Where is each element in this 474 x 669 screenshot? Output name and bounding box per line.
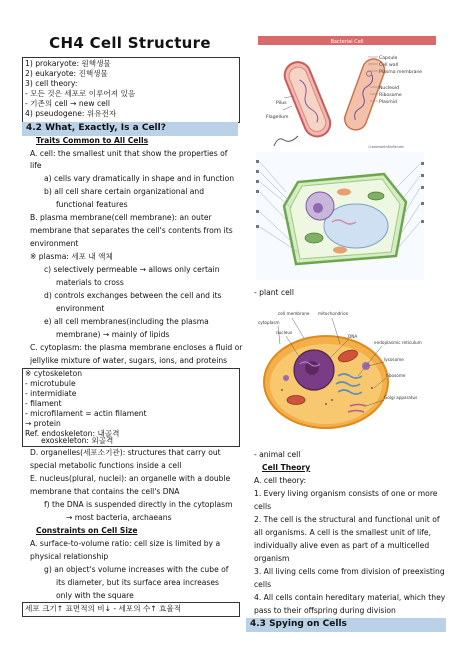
- label-cell-membrane: cell membrane: [278, 311, 310, 316]
- text-line: B. plasma membrane(cell membrane): an outer: [30, 213, 212, 222]
- text-line: its diameter, but its surface area increases: [56, 578, 219, 587]
- glossary-line: 4) pseudogene: 위유전자: [25, 109, 117, 118]
- label-flagellum: Flagellum: [266, 115, 289, 120]
- text-line: environment: [30, 239, 79, 248]
- cytoskeleton-box: [22, 368, 240, 447]
- glossary-line: - 모든 것은 세포로 이루어져 있음: [25, 89, 136, 98]
- bacterial-cell-diagram: [258, 36, 436, 154]
- text-line: environment: [56, 304, 105, 313]
- box-line: - filament: [25, 399, 62, 408]
- text-line: f) the DNA is suspended directly in the cytoplasm: [44, 500, 233, 509]
- page-title: CH4 Cell Structure: [49, 34, 211, 52]
- label-mitochondrion: mitochondrion: [318, 311, 349, 316]
- label-nucleus: nucleus: [276, 330, 293, 335]
- text-line: organism: [254, 554, 290, 563]
- box-line: Ref. endoskeleton: 내골격: [25, 429, 120, 438]
- text-line: individually alive even as part of a multicelled: [254, 541, 430, 550]
- text-line: E. nucleus(plural, nuclei): an organelle with a double: [30, 474, 231, 483]
- glossary-line: 1) prokaryote: 원핵생물: [25, 59, 111, 68]
- size-note-box: [22, 602, 240, 617]
- box-line: - intermidiate: [25, 389, 77, 398]
- text-line: D. organelles(세포소기관): structures that carry out: [30, 448, 221, 457]
- text-line: all organisms. A cell is the smallest unit of life,: [254, 528, 431, 537]
- text-line: b) all cell share certain organizational and: [44, 187, 205, 196]
- text-line: 1. Every living organism consists of one or more: [254, 489, 438, 498]
- label-plasmid: Plasmid: [379, 100, 397, 105]
- text-line: A. cell theory:: [254, 476, 307, 485]
- label-capsule: Capsule: [379, 56, 398, 61]
- box-line: → protein: [25, 419, 61, 428]
- box-line: - microtubule: [25, 379, 76, 388]
- text-line: physical relationship: [30, 552, 109, 561]
- traits-heading: Traits Common to All Cells: [36, 136, 149, 145]
- glossary-line: 3) cell theory:: [25, 79, 78, 88]
- text-line: jellylike mixture of water, sugars, ions, and proteins: [30, 356, 228, 365]
- text-line: cells: [254, 502, 272, 511]
- plant-cell-diagram: [256, 152, 424, 280]
- text-line: special metabolic functions inside a cell: [30, 461, 182, 470]
- label-lysosome: lysosome: [384, 357, 404, 362]
- section-heading-4-3: 4.3 Spying on Cells: [246, 618, 446, 632]
- label-pilus: Pilus: [276, 101, 287, 106]
- text-line: e) all cell membranes(including the plasma: [44, 317, 209, 326]
- label-dna: DNA: [348, 334, 358, 339]
- glossary-line: 2) eukaryote: 진핵생물: [25, 69, 108, 78]
- text-line: 2. The cell is the structural and functional unit of: [254, 515, 440, 524]
- text-line: A. cell: the smallest unit that show the properties of: [30, 149, 228, 158]
- animal-cell-caption: - animal cell: [254, 450, 301, 459]
- text-line: c) selectively permeable → allows only certain: [44, 265, 220, 274]
- text-line: d) controls exchanges between the cell and its: [44, 291, 222, 300]
- label-ribosome: Ribosome: [379, 93, 402, 98]
- text-line: 3. All living cells come from division of preexisting: [254, 567, 445, 576]
- constraints-heading: Constraints on Cell Size: [36, 526, 138, 535]
- text-line: cells: [254, 580, 272, 589]
- section-heading-4-2: 4.2 What, Exactly, Is a Cell?: [22, 122, 238, 136]
- text-line: only with the square: [56, 591, 134, 600]
- text-line: A. surface-to-volume ratio: cell size is limited by a: [30, 539, 221, 548]
- text-line: g) an object's volume increases with the cube of: [44, 565, 229, 574]
- text-line: membrane) → mainly of lipids: [56, 330, 170, 339]
- box-line: - microfilament = actin filament: [25, 409, 147, 418]
- label-cytoplasm: cytoplasm: [258, 320, 280, 325]
- text-line: materials to cross: [56, 278, 124, 287]
- text-line: a) cells vary dramatically in shape and in function: [44, 174, 235, 183]
- animal-cell-diagram: [256, 304, 424, 432]
- plant-cell-caption: - plant cell: [254, 288, 295, 297]
- diagram-credit: CreatedwithBioRender: [368, 145, 404, 149]
- label-endoplasmic-reticulum: endoplasmic reticulum: [374, 340, 422, 345]
- label-plasma-membrane: Plasma membrane: [379, 70, 423, 75]
- label-golgi-apparatus: Golgi apparatus: [384, 395, 418, 400]
- label-cell-wall: Cell wall: [379, 63, 399, 68]
- text-line: life: [30, 161, 42, 170]
- size-note: 세포 크기↑ 표면적의 비↓ - 세포의 수↑ 효율적: [25, 604, 182, 613]
- label-nucleoid: Nucleoid: [379, 86, 399, 91]
- box-line: exoskeleton: 외골격: [41, 436, 114, 445]
- bacterial-header: Bacterial Cell: [330, 39, 364, 45]
- label-ribosome: ribosome: [386, 373, 406, 378]
- text-line: membrane that separates the cell's contents from its: [30, 226, 233, 235]
- glossary-line: - 기존의 cell → new cell: [25, 99, 111, 108]
- text-line: functional features: [56, 200, 128, 209]
- text-line: C. cytoplasm: the plasma membrane encloses a fluid or: [30, 343, 243, 352]
- text-line: ※ plasma: 세포 내 액체: [30, 252, 113, 261]
- cell-theory-heading: Cell Theory: [262, 463, 311, 472]
- glossary-box: [22, 57, 240, 123]
- text-line: pass to their offspring during division: [254, 606, 396, 615]
- text-line: → most bacteria, archaeans: [66, 513, 172, 522]
- flagellum-shape: [274, 136, 298, 146]
- text-line: membrane that contains the cell's DNA: [30, 487, 180, 496]
- box-line: ※ cytoskeleton: [25, 369, 83, 378]
- text-line: 4. All cells contain hereditary material, which they: [254, 593, 446, 602]
